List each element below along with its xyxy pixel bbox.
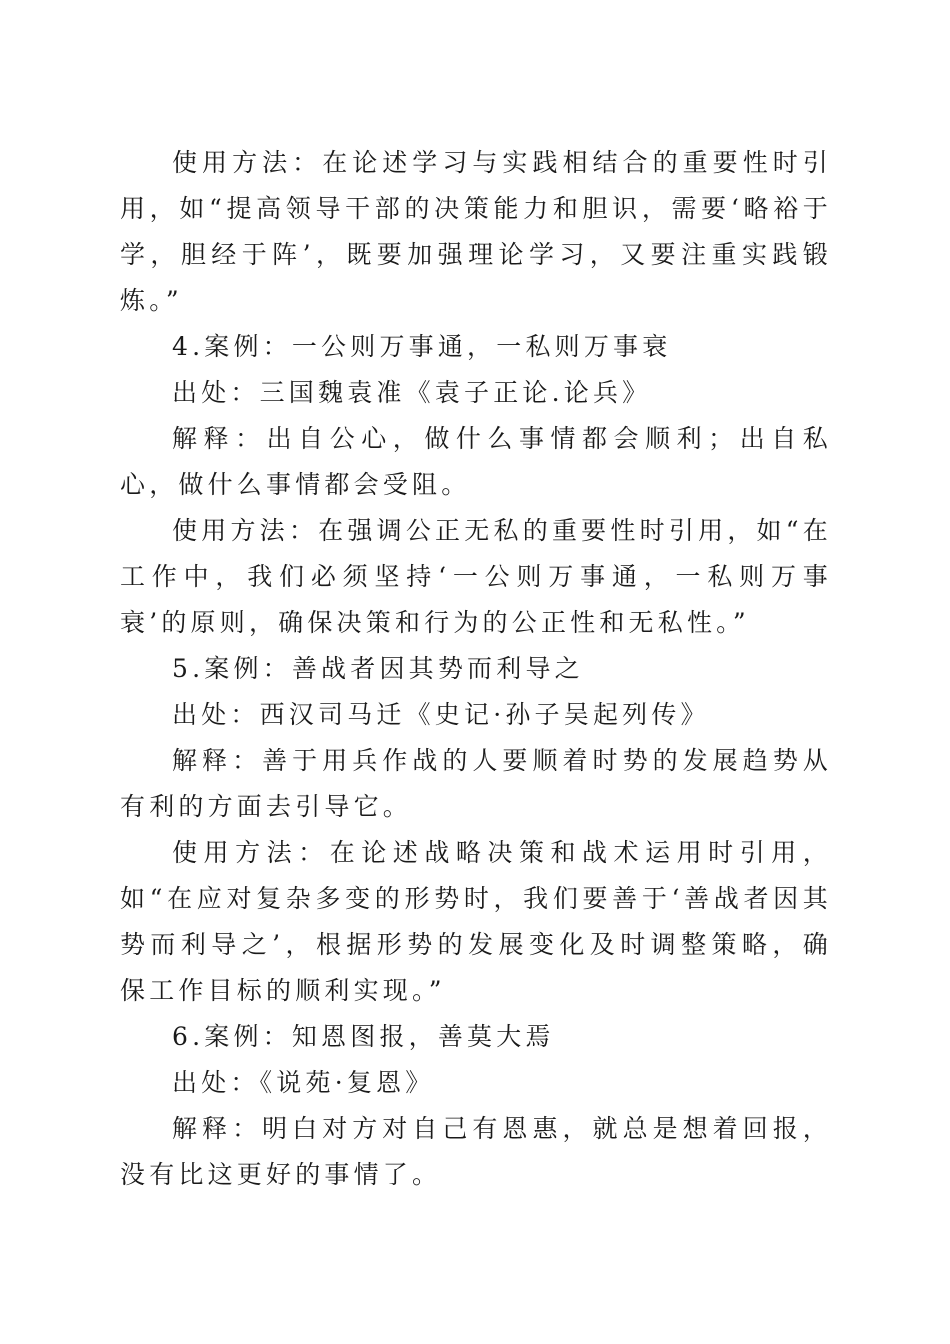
paragraph-source-6 [120, 1060, 832, 1106]
paragraph-usage-1 [120, 140, 832, 324]
paragraph-text: 西汉司马迁《史记·孙子吴起列传》 [259, 700, 710, 729]
paragraph-label: 4.案例： [172, 332, 292, 361]
paragraph-text: 善战者因其势而利导之 [291, 654, 584, 683]
paragraph-label: 使用方法： [172, 148, 323, 177]
paragraph-source-5 [120, 692, 832, 738]
paragraph-usage-4 [120, 508, 832, 646]
paragraph-text: 三国魏袁准《袁子正论.论兵》 [259, 378, 652, 407]
paragraph-usage-5 [120, 830, 832, 1014]
paragraph-explanation-6 [120, 1106, 832, 1198]
paragraph-text: 在论述学习与实践相结合的重要性时引用，如“提高领导干部的决策能力和胆识，需要‘略裕于学，胆经于阵’，既要加强理论学习，又要注重实践锻炼。” [120, 148, 832, 315]
paragraph-case-5 [120, 646, 832, 692]
paragraph-text: 出自公心，做什么事情都会顺利；出自私心，做什么事情都会受阻。 [120, 424, 832, 499]
paragraph-text: 知恩图报，善莫大焉 [291, 1022, 555, 1051]
paragraph-case-6 [120, 1014, 832, 1060]
paragraph-text: 在论述战略决策和战术运用时引用，如“在应对复杂多变的形势时，我们要善于‘善战者因其势而利导之’，根据形势的发展变化及时调整策略，确保工作目标的顺利实现。” [120, 838, 832, 1005]
paragraph-explanation-5 [120, 738, 832, 830]
paragraph-label: 6.案例： [172, 1022, 292, 1051]
paragraph-explanation-4 [120, 416, 832, 508]
paragraph-label: 解释： [172, 1114, 263, 1143]
paragraph-text: 一公则万事通，一私则万事衰 [291, 332, 672, 361]
paragraph-label: 出处： [172, 700, 260, 729]
paragraph-label: 使用方法： [172, 516, 319, 545]
paragraph-label: 出处： [172, 378, 260, 407]
paragraph-text: 《说苑·复恩》 [259, 1068, 435, 1097]
paragraph-label: 使用方法： [172, 838, 330, 867]
paragraph-label: 5.案例： [172, 654, 292, 683]
paragraph-text: 明白对方对自己有恩惠，就总是想着回报，没有比这更好的事情了。 [120, 1114, 832, 1189]
paragraph-label: 解释： [172, 424, 267, 453]
paragraph-case-4 [120, 324, 832, 370]
paragraph-source-4 [120, 370, 832, 416]
paragraph-text: 善于用兵作战的人要顺着时势的发展趋势从有利的方面去引导它。 [120, 746, 832, 821]
document-body [120, 140, 832, 1198]
paragraph-label: 出处： [172, 1068, 260, 1097]
paragraph-label: 解释： [172, 746, 263, 775]
paragraph-text: 在强调公正无私的重要性时引用，如“在工作中，我们必须坚持‘一公则万事通，一私则万事衰’的原则，确保决策和行为的公正性和无私性。” [120, 516, 832, 637]
